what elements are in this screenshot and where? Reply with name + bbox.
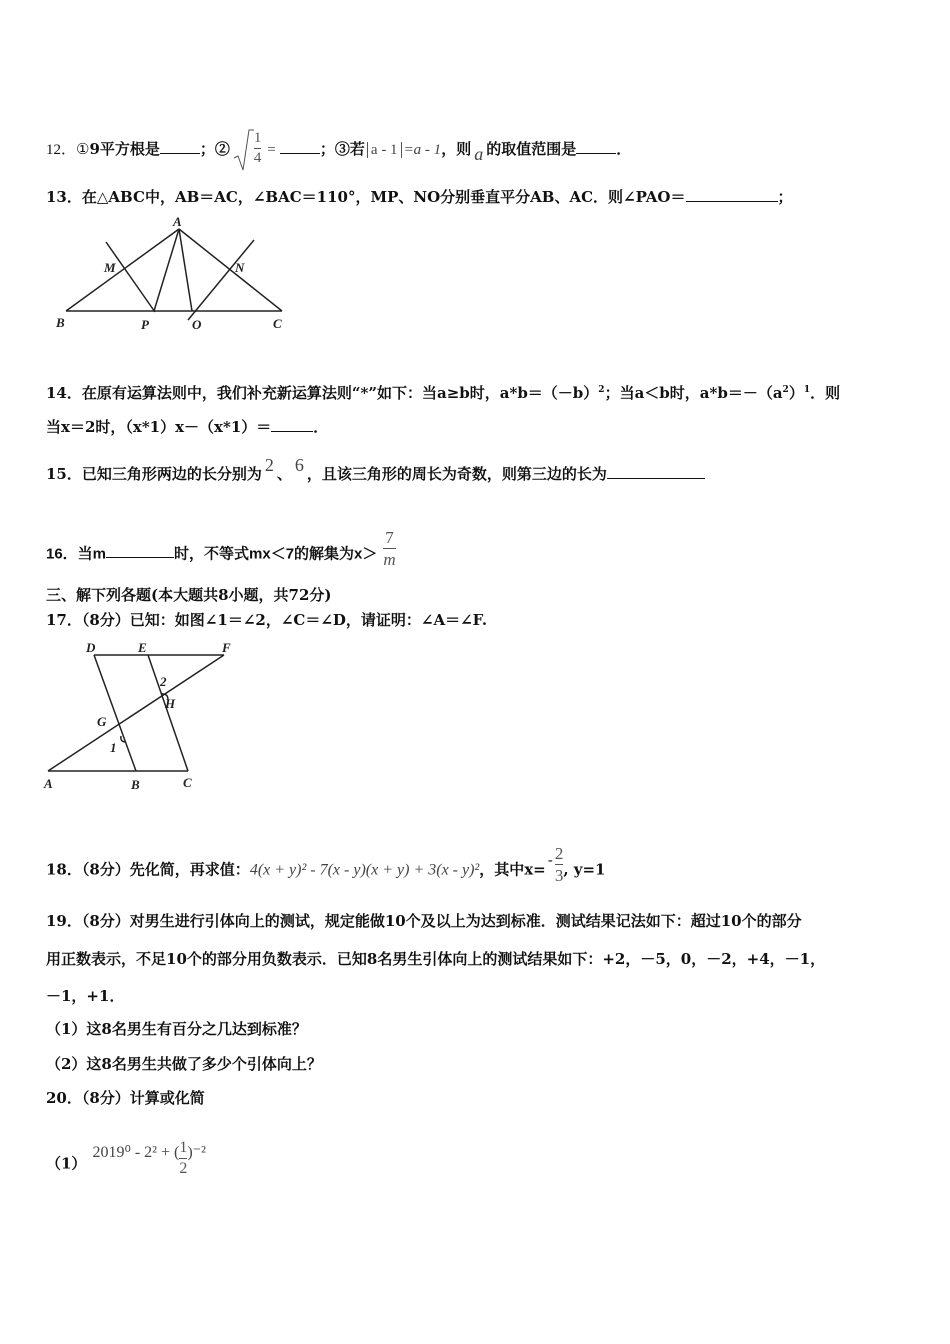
fraction-7-over-m: $\frac{7}{m}$: [383, 528, 396, 569]
label-N: N: [235, 260, 245, 275]
answer-blank[interactable]: [106, 543, 174, 558]
answer-blank[interactable]: [271, 417, 313, 432]
question-18: 18．（8分）先化简，再求值：4(x + y)² - 7(x - y)(x + y) + 3(x - y)²，其中x=- $\frac{2}{3}$ , y=1: [46, 844, 606, 885]
question-19-line1: 19．（8分）对男生进行引体向上的测试，规定能做10个及以上为达到标准．测试结果记法如下：超过10个的部分: [46, 912, 802, 930]
question-12: 12．①9平方根是 ；② $\frac{1}{4}$ = ；③若 a - 1 =a - 1，则 a 的取值范围是 ．: [46, 128, 631, 172]
fraction-2-over-3: $\frac{2}{3}$: [554, 844, 564, 885]
triangle-figure: [44, 214, 304, 344]
question-19-part1: （1）这8名男生有百分之几达到标准？: [46, 1020, 307, 1038]
label-1: 1: [110, 740, 117, 755]
label-C: C: [183, 775, 192, 790]
label-F: F: [222, 640, 231, 655]
question-20-part1: （1）2019⁰ - 2² + ( $\frac{1}{2}$ )⁻²: [46, 1139, 206, 1177]
label-O: O: [192, 317, 202, 332]
answer-blank[interactable]: [686, 187, 778, 202]
question-13: 13．在△ABC中，AB＝AC，∠BAC＝110°，MP、NO分别垂直平分AB、AC．则∠PAO＝ ；: [46, 188, 793, 206]
label-A: A: [44, 776, 53, 791]
question-15: 15．已知三角形两边的长分别为 2 、 6 ，且该三角形的周长为奇数，则第三边的长为: [46, 463, 705, 484]
label-P: P: [141, 317, 149, 332]
answer-blank[interactable]: [160, 139, 200, 154]
question-19-part2: （2）这8名男生共做了多少个引体向上？: [46, 1055, 322, 1073]
fraction-1-over-2: $\frac{1}{2}$: [179, 1139, 188, 1177]
sqrt-fraction: $\frac{1}{4}$: [232, 128, 262, 172]
label-B: B: [131, 777, 140, 792]
question-14: 14．在原有运算法则中，我们补充新运算法则“*”如下：当a≥b时，$a*b=(-b)^2$；当a＜b时，$a*b=-(a^2)^1$．则: [46, 384, 841, 402]
section-title: 三、解下列各题(本大题共8小题，共72分): [46, 586, 332, 604]
label-M: M: [104, 260, 116, 275]
question-16: 16．当m 时，不等式mx＜7的解集为x＞ $\frac{7}{m}$: [46, 528, 396, 569]
label-E: E: [138, 640, 147, 655]
label-G: G: [97, 714, 107, 729]
question-17: 17．（8分）已知：如图∠1＝∠2，∠C＝∠D，请证明：∠A＝∠F.: [46, 611, 488, 629]
label-H: H: [165, 696, 176, 711]
answer-blank[interactable]: [607, 464, 705, 479]
label-C: C: [273, 316, 282, 331]
label-B: B: [56, 315, 65, 330]
question-19-line2: 用正数表示，不足10个的部分用负数表示．已知8名男生引体向上的测试结果如下：+2，－5，0，－2，+4，－1，: [46, 950, 826, 968]
label-D: D: [86, 640, 96, 655]
answer-blank[interactable]: [576, 139, 616, 154]
parallelogram-figure: [40, 638, 250, 798]
answer-blank[interactable]: [280, 139, 320, 154]
label-A: A: [173, 214, 182, 229]
question-14-line2: 当x＝2时，（x*1）x－（x*1）＝ ．: [46, 418, 329, 436]
question-19-line3: －1，+1．: [46, 987, 125, 1005]
question-20: 20．（8分）计算或化简: [46, 1089, 205, 1107]
label-2: 2: [160, 674, 167, 689]
